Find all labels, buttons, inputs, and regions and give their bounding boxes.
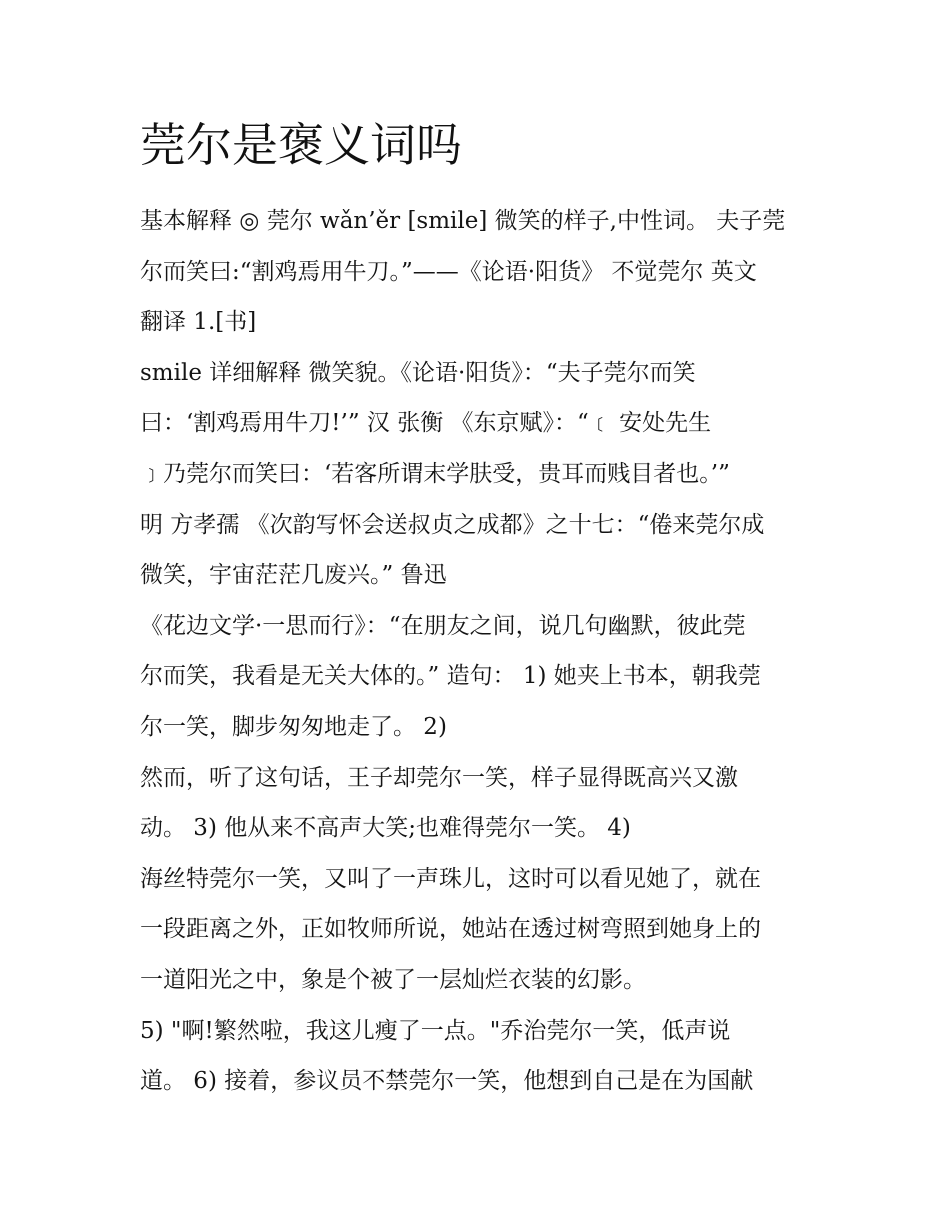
body-line: 曰：‘割鸡焉用牛刀!’” 汉 张衡 《东京赋》：“﹝ 安处先生 (140, 410, 712, 437)
body-line: smile 详细解释 微笑貌。《论语·阳货》：“夫子莞尔而笑 (140, 359, 696, 386)
body-line: 尔而笑，我看是无关大体的。” 造句： 1) 她夹上书本，朝我莞 (140, 663, 761, 690)
body-line: 基本解释 ◎ 莞尔 wǎn’ěr [smile] 微笑的样子,中性词。 夫子莞 (140, 208, 786, 234)
body-line: 尔一笑，脚步匆匆地走了。 2) (140, 713, 447, 740)
body-line: 《花边文学·一思而行》：“在朋友之间，说几句幽默，彼此莞 (140, 612, 746, 639)
document-title: 莞尔是褒义词吗 (140, 118, 462, 172)
document-body (140, 196, 820, 1107)
body-line: 动。 3) 他从来不高声大笑;也难得莞尔一笑。 4) (140, 815, 631, 842)
body-line: 道。 6) 接着，参议员不禁莞尔一笑，他想到自己是在为国献 (140, 1068, 754, 1095)
body-line: 然而，听了这句话，王子却莞尔一笑，样子显得既高兴又激 (140, 764, 738, 791)
body-line: 海丝特莞尔一笑，又叫了一声珠儿，这时可以看见她了，就在 (140, 865, 761, 892)
body-line: 尔而笑曰:“割鸡焉用牛刀。”——《论语·阳货》 不觉莞尔 英文 (140, 258, 757, 285)
body-line: 翻译 1.[书] (140, 309, 257, 336)
body-line: 一段距离之外，正如牧师所说，她站在透过树弯照到她身上的 (140, 916, 761, 943)
body-line: ﹞乃莞尔而笑曰：‘若客所谓末学肤受，贵耳而贱目者也。’” (140, 460, 730, 487)
body-line: 微笑，宇宙茫茫几废兴。” 鲁迅 (140, 562, 447, 589)
body-line: 5) "啊!繁然啦，我这儿瘦了一点。"乔治莞尔一笑，低声说 (140, 1017, 731, 1044)
body-line: 明 方孝孺 《次韵写怀会送叔贞之成都》之十七：“倦来莞尔成 (140, 511, 765, 538)
body-line: 一道阳光之中，象是个被了一层灿烂衣装的幻影。 (140, 966, 646, 993)
